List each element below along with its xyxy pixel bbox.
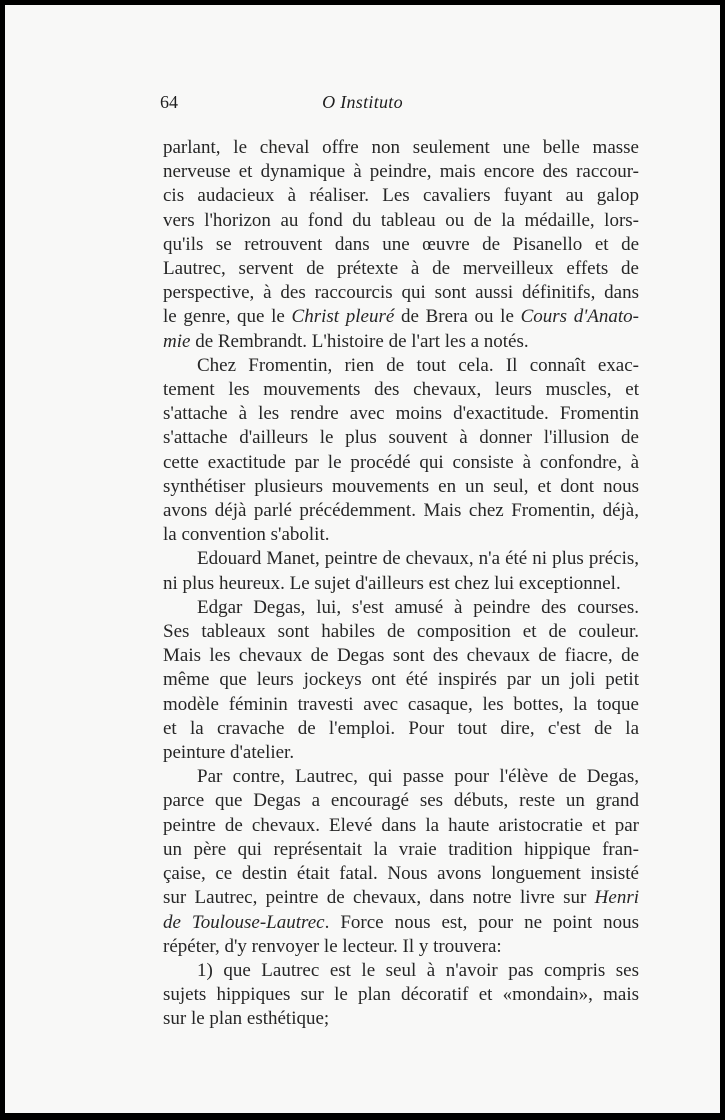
- text-run: Mais les chevaux de Degas sont des chevaux de fiacre, de: [163, 645, 639, 667]
- text-line: [163, 426, 639, 450]
- text-line: [163, 644, 639, 668]
- text-run: synthétiser plusieurs mouvements en un seul, et dont nous: [163, 475, 639, 497]
- text-line: [163, 959, 639, 983]
- text-line: [163, 789, 639, 813]
- text-run: un père qui représentait la vraie tradition hippique fran-: [163, 838, 639, 860]
- text-run: tement les mouvements des chevaux, leurs muscles, et: [163, 379, 639, 401]
- text-line: [163, 935, 639, 959]
- text-run: 1) que Lautrec est le seul à n'avoir pas compris ses: [197, 959, 639, 981]
- text-run: Lautrec, servent de prétexte à de merveilleux effets de: [163, 258, 639, 280]
- text-line: [163, 741, 639, 765]
- text-run: Chez Fromentin, rien de tout cela. Il connaît exac-: [197, 354, 639, 376]
- text-run: Edouard Manet, peintre de chevaux, n'a été ni plus précis,: [197, 548, 639, 570]
- text-run: la convention s'abolit.: [163, 524, 330, 546]
- text-run: même que leurs jockeys ont été inspirés par un joli petit: [163, 669, 639, 691]
- running-head: [5, 92, 720, 116]
- text-line: [163, 378, 639, 402]
- text-line: [163, 886, 639, 910]
- italic-title: de Toulouse-Lautrec: [163, 911, 325, 933]
- text-line: [163, 451, 639, 475]
- text-line: [163, 209, 639, 233]
- text-run: le genre, que le: [163, 306, 292, 328]
- text-line: [163, 354, 639, 378]
- text-line: [163, 257, 639, 281]
- text-line: [163, 693, 639, 717]
- text-line: [163, 814, 639, 838]
- text-line: [163, 765, 639, 789]
- text-line: [163, 983, 639, 1007]
- italic-title: Cours d'Anato-: [520, 306, 639, 328]
- journal-title: O Instituto: [322, 92, 403, 112]
- text-line: [163, 402, 639, 426]
- text-run: avons déjà parlé précédemment. Mais chez Fromentin, déjà,: [163, 500, 639, 522]
- text-run: s'attache d'ailleurs le plus souvent à donner l'illusion de: [163, 427, 639, 449]
- text-run: cette exactitude par le procédé qui consiste à confondre, à: [163, 451, 639, 473]
- text-run: sur le plan esthétique;: [163, 1008, 330, 1030]
- text-run: Ses tableaux sont habiles de composition et de couleur.: [163, 621, 639, 643]
- page-number: 64: [160, 92, 178, 112]
- text-run: modèle féminin travesti avec casaque, les bottes, la toque: [163, 693, 639, 715]
- text-line: [163, 668, 639, 692]
- text-line: [163, 596, 639, 620]
- text-run: ni plus heureux. Le sujet d'ailleurs est chez lui exceptionnel.: [163, 572, 621, 594]
- italic-title: mie: [163, 330, 191, 352]
- text-line: [163, 305, 639, 329]
- text-run: peintre de chevaux. Elevé dans la haute aristocratie et par: [163, 814, 639, 836]
- text-run: perspective, à des raccourcis qui sont aussi définitifs, dans: [163, 282, 639, 304]
- text-line: [163, 233, 639, 257]
- text-line: [163, 1007, 639, 1031]
- text-run: cis audacieux à réaliser. Les cavaliers fuyant au galop: [163, 185, 639, 207]
- text-line: [163, 717, 639, 741]
- text-run: Par contre, Lautrec, qui passe pour l'élève de Degas,: [197, 766, 639, 788]
- text-line: [163, 547, 639, 571]
- text-run: qu'ils se retrouvent dans une œuvre de Pisanello et de: [163, 233, 639, 255]
- text-run: s'attache à les rendre avec moins d'exactitude. Fromentin: [163, 403, 639, 425]
- text-line: [163, 499, 639, 523]
- body-text: [163, 136, 639, 1032]
- text-run: Edgar Degas, lui, s'est amusé à peindre des courses.: [197, 596, 639, 618]
- text-line: [163, 160, 639, 184]
- text-run: . Force nous est, pour ne point nous: [324, 911, 639, 933]
- text-run: çaise, ce destin était fatal. Nous avons longuement insisté: [163, 863, 639, 885]
- text-line: [163, 330, 639, 354]
- text-line: [163, 184, 639, 208]
- text-line: [163, 281, 639, 305]
- text-line: [163, 862, 639, 886]
- italic-title: Henri: [594, 887, 639, 909]
- text-run: peinture d'atelier.: [163, 742, 295, 764]
- book-page: [5, 5, 720, 1113]
- text-run: nerveuse et dynamique à peindre, mais encore des raccour-: [163, 161, 639, 183]
- text-run: répéter, d'y renvoyer le lecteur. Il y trouvera:: [163, 935, 502, 957]
- text-line: [163, 911, 639, 935]
- text-run: parlant, le cheval offre non seulement une belle masse: [163, 137, 639, 158]
- text-run: de Rembrandt. L'histoire de l'art les a notés.: [190, 330, 529, 352]
- text-run: sujets hippiques sur le plan décoratif et «mondain», mais: [163, 984, 639, 1006]
- text-run: parce que Degas a encouragé ses débuts, reste un grand: [163, 790, 639, 812]
- text-line: [163, 523, 639, 547]
- text-line: [163, 572, 639, 596]
- text-line: [163, 620, 639, 644]
- text-line: [163, 475, 639, 499]
- text-run: sur Lautrec, peintre de chevaux, dans notre livre sur: [163, 887, 595, 909]
- text-run: vers l'horizon au fond du tableau ou de la médaille, lors-: [163, 209, 639, 231]
- text-run: de Brera ou le: [394, 306, 521, 328]
- italic-title: Christ pleuré: [291, 306, 395, 328]
- text-line: [163, 136, 639, 160]
- text-run: et la cravache de l'emploi. Pour tout dire, c'est de la: [163, 717, 639, 739]
- text-line: [163, 838, 639, 862]
